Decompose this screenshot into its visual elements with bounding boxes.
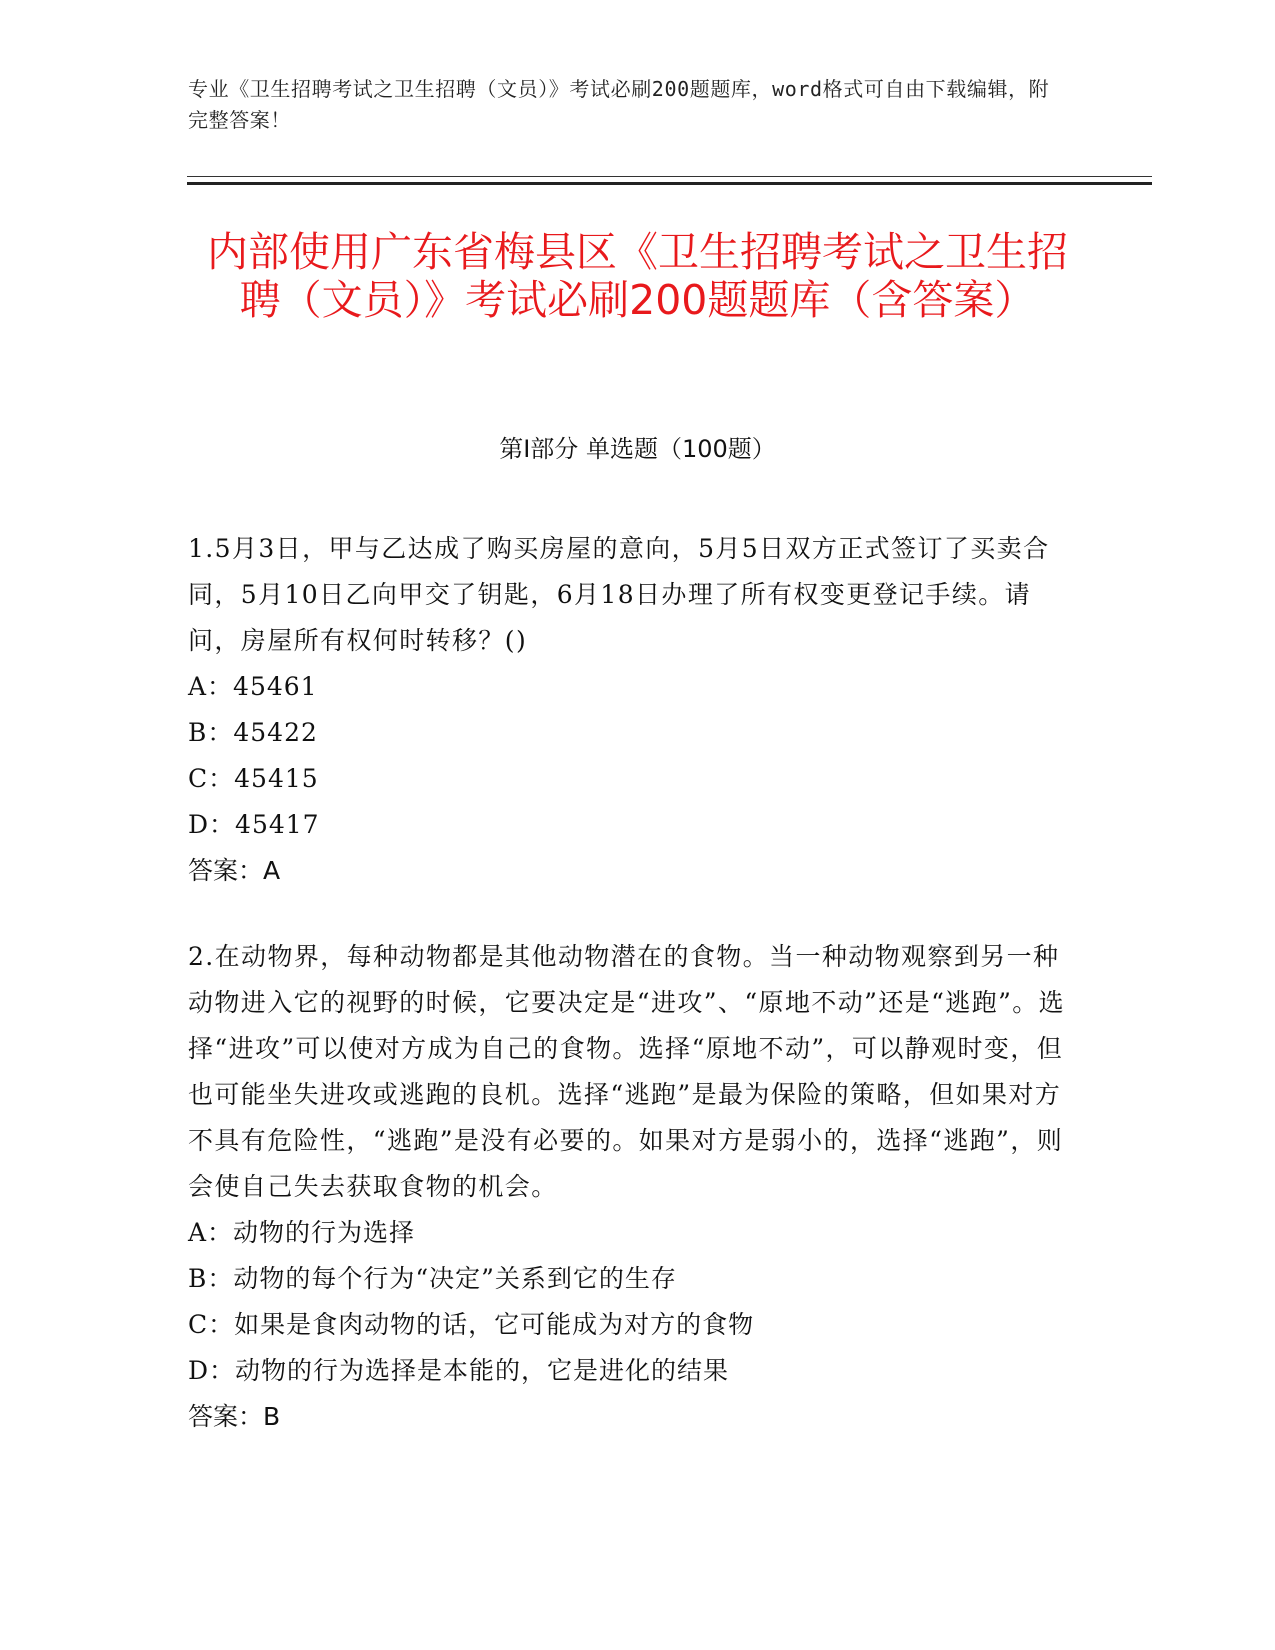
document-title: 内部使用广东省梅县区《卫生招聘考试之卫生招聘（文员）》考试必刷200题题库（含答案） <box>207 228 1068 324</box>
option-a: A：动物的行为选择 <box>188 1218 416 1247</box>
option-c: C：如果是食肉动物的话，它可能成为对方的食物 <box>188 1310 755 1339</box>
answer-line: 答案：B <box>188 1402 281 1431</box>
option-d: D：动物的行为选择是本能的，它是进化的结果 <box>188 1356 730 1385</box>
header-divider-thick <box>187 182 1152 185</box>
option-list <box>188 1210 1068 1394</box>
question-stem: 1.5月3日，甲与乙达成了购买房屋的意向，5月5日双方正式签订了买卖合同，5月10日乙向甲交了钥匙，6月18日办理了所有权变更登记手续。请问，房屋所有权何时转移？() <box>188 534 1050 655</box>
question-2 <box>188 934 1068 1440</box>
option-list <box>188 664 1068 848</box>
option-a: A：45461 <box>188 672 318 701</box>
option-c: C：45415 <box>188 764 319 793</box>
header-note: 专业《卫生招聘考试之卫生招聘（文员）》考试必刷200题题库，word格式可自由下载编辑，附完整答案！ <box>188 77 1050 132</box>
option-b: B：动物的每个行为“决定”关系到它的生存 <box>188 1264 677 1293</box>
question-1 <box>188 526 1068 894</box>
header-divider-thin <box>187 176 1152 177</box>
answer-line: 答案：A <box>188 856 281 885</box>
question-stem: 2.在动物界，每种动物都是其他动物潜在的食物。当一种动物观察到另一种动物进入它的视野的时候，它要决定是“进攻”、“原地不动”还是“逃跑”。选择“进攻”可以使对方成为自己的食物。选择“原地不动”，可以静观时变，但也可能坐失进攻或逃跑的良机。选择“逃跑”是最为保险的策略，但如果对方不具有危险性，“逃跑”是没有必要的。如果对方是弱小的，选择“逃跑”，则会使自己失去获取食物的机会。 <box>188 942 1066 1201</box>
option-d: D：45417 <box>188 810 320 839</box>
section-heading: 第I部分 单选题（100题） <box>499 435 776 463</box>
option-b: B：45422 <box>188 718 318 747</box>
